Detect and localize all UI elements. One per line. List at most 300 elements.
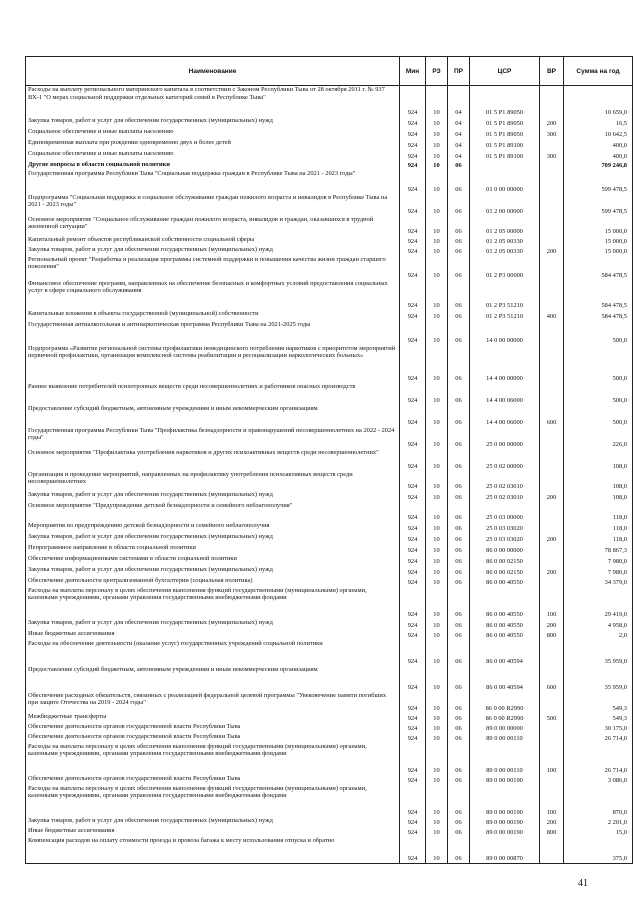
row-csr: 89 0 00 00190	[470, 775, 540, 785]
row-pr: 06	[448, 533, 470, 544]
col-header-vr: ВР	[540, 57, 564, 86]
table-row	[26, 713, 633, 723]
row-csr: 89 0 00 00190	[470, 817, 540, 827]
row-name: Обеспечение деятельности централизованной бухгалтерии (социальная политика)	[26, 577, 400, 587]
row-csr	[470, 161, 540, 170]
row-csr: 86 0 00 40550	[470, 630, 540, 640]
row-csr: 25 0 02 03010	[470, 471, 540, 491]
row-csr: 25 0 02 03010	[470, 491, 540, 502]
col-header-name: Наименование	[26, 57, 400, 86]
row-rz: 10	[426, 817, 448, 827]
table-row	[26, 216, 633, 236]
row-rz: 10	[426, 555, 448, 566]
row-vr	[540, 280, 564, 310]
row-csr: 89 0 00 00190	[470, 785, 540, 817]
row-name: Основное мероприятие "Предупреждение детской безнадзорности и семейного неблагополучия"	[26, 502, 400, 522]
row-csr: 86 0 00 R2990	[470, 713, 540, 723]
row-pr: 06	[448, 619, 470, 630]
table-row	[26, 533, 633, 544]
row-vr: 200	[540, 117, 564, 128]
row-csr: 89 0 00 00000	[470, 723, 540, 733]
row-sum: 549,3	[564, 713, 633, 723]
row-sum: 500,0	[564, 405, 633, 427]
row-rz: 10	[426, 246, 448, 256]
row-rz: 10	[426, 86, 448, 117]
row-min: 924	[400, 194, 426, 216]
row-min: 924	[400, 837, 426, 864]
row-vr: 500	[540, 713, 564, 723]
row-pr: 04	[448, 117, 470, 128]
row-csr: 14 4 00 00000	[470, 345, 540, 383]
row-vr: 200	[540, 533, 564, 544]
col-header-sum: Сумма на год	[564, 57, 633, 86]
row-csr: 01 2 05 00000	[470, 216, 540, 236]
row-min: 924	[400, 471, 426, 491]
row-rz: 10	[426, 128, 448, 139]
row-sum: 226,0	[564, 427, 633, 449]
row-rz: 10	[426, 194, 448, 216]
page-number: 41	[578, 878, 588, 889]
row-csr: 01 2 00 00000	[470, 194, 540, 216]
row-min: 924	[400, 139, 426, 150]
row-vr: 600	[540, 405, 564, 427]
row-pr: 06	[448, 405, 470, 427]
row-csr: 86 0 00 40594	[470, 666, 540, 692]
row-csr: 01 2 05 00330	[470, 246, 540, 256]
row-csr: 01 2 05 00330	[470, 236, 540, 246]
table-row	[26, 640, 633, 666]
table-row	[26, 491, 633, 502]
table-row	[26, 246, 633, 256]
row-csr: 86 0 00 40550	[470, 619, 540, 630]
row-name: Расходы на выплату регионального материнского капитала в соответствии с Законом Республики Тыва от 28 октября 2011 г. № 937 ВХ-1 "О мерах социальной поддержки отдельных категорий семей в Республике Тыва"	[26, 86, 400, 117]
row-min: 924	[400, 566, 426, 577]
row-vr	[540, 555, 564, 566]
row-csr: 01 5 P1 89100	[470, 139, 540, 150]
row-pr: 06	[448, 827, 470, 837]
row-name: Единовременная выплата при рождении одновременно двух и более детей	[26, 139, 400, 150]
row-rz: 10	[426, 280, 448, 310]
row-vr	[540, 544, 564, 555]
table-row	[26, 139, 633, 150]
row-pr: 06	[448, 743, 470, 775]
table-body	[26, 86, 633, 864]
row-rz: 10	[426, 775, 448, 785]
row-vr: 200	[540, 619, 564, 630]
row-name: Иные бюджетные ассигнования	[26, 827, 400, 837]
row-csr: 01 5 P1 89050	[470, 128, 540, 139]
row-min: 924	[400, 256, 426, 280]
row-pr: 06	[448, 577, 470, 587]
row-pr: 06	[448, 236, 470, 246]
row-vr: 600	[540, 666, 564, 692]
row-name: Основное мероприятие "Социальное обслуживание граждан пожилого возраста, инвалидов и граждан, оказавшихся в трудной жизненной ситуации"	[26, 216, 400, 236]
row-name: Основное мероприятие "Профилактика употребления наркотиков и других психоактивных веществ среди несовершеннолетних"	[26, 449, 400, 471]
row-pr: 06	[448, 449, 470, 471]
table-row	[26, 827, 633, 837]
row-name: Закупка товаров, работ и услуг для обеспечения государственных (муниципальных) нужд	[26, 246, 400, 256]
row-pr: 06	[448, 837, 470, 864]
row-rz: 10	[426, 544, 448, 555]
row-pr: 06	[448, 161, 470, 170]
row-pr: 06	[448, 522, 470, 533]
row-name: Мероприятия по предупреждению детской безнадзорности и семейного неблагополучия	[26, 522, 400, 533]
row-pr: 04	[448, 86, 470, 117]
row-min: 924	[400, 555, 426, 566]
row-pr: 06	[448, 170, 470, 194]
row-sum: 3 086,0	[564, 775, 633, 785]
row-name: Закупка товаров, работ и услуг для обеспечения государственных (муниципальных) нужд	[26, 117, 400, 128]
row-pr: 06	[448, 491, 470, 502]
row-name: Другие вопросы в области социальной политики	[26, 161, 400, 170]
row-csr: 86 0 00 40550	[470, 587, 540, 619]
table-row	[26, 194, 633, 216]
row-sum: 584 478,5	[564, 256, 633, 280]
row-vr: 100	[540, 785, 564, 817]
row-name: Компенсация расходов на оплату стоимости проезда и провоза багажа к месту использования отпуска и обратно	[26, 837, 400, 864]
table-row	[26, 449, 633, 471]
table-row	[26, 117, 633, 128]
table-row	[26, 310, 633, 321]
row-sum: 26 714,0	[564, 733, 633, 743]
row-min: 924	[400, 449, 426, 471]
row-name: Предоставление субсидий бюджетным, автономным учреждениям и иным некоммерческим организациям	[26, 405, 400, 427]
row-min: 924	[400, 640, 426, 666]
row-name: Государственная антиалкогольная и антинаркотическая программа Республики Тыва на 2021-2025 годы	[26, 321, 400, 345]
row-pr: 06	[448, 502, 470, 522]
row-rz: 10	[426, 837, 448, 864]
row-sum: 35 959,0	[564, 640, 633, 666]
row-sum: 7 980,0	[564, 566, 633, 577]
row-rz: 10	[426, 522, 448, 533]
col-header-rz: РЗ	[426, 57, 448, 86]
row-name: Непрограммное направление в области социальной политики	[26, 544, 400, 555]
row-name: Расходы на выплаты персоналу в целях обеспечения выполнения функций государственными (муниципальными) органами, казенными учреждениями, органами управления государственными внебюджетными фондами	[26, 587, 400, 619]
row-rz: 10	[426, 310, 448, 321]
row-pr: 06	[448, 733, 470, 743]
row-rz: 10	[426, 383, 448, 405]
row-rz: 10	[426, 345, 448, 383]
row-sum: 584 478,5	[564, 310, 633, 321]
row-vr	[540, 522, 564, 533]
row-name: Закупка товаров, работ и услуг для обеспечения государственных (муниципальных) нужд	[26, 566, 400, 577]
row-sum: 108,0	[564, 449, 633, 471]
row-min: 924	[400, 743, 426, 775]
row-sum: 2 201,0	[564, 817, 633, 827]
table-row	[26, 522, 633, 533]
row-min: 924	[400, 544, 426, 555]
row-sum: 118,0	[564, 533, 633, 544]
col-header-pr: ПР	[448, 57, 470, 86]
row-min: 924	[400, 216, 426, 236]
row-vr: 300	[540, 128, 564, 139]
row-rz: 10	[426, 619, 448, 630]
row-pr: 06	[448, 280, 470, 310]
row-pr: 06	[448, 817, 470, 827]
row-rz: 10	[426, 785, 448, 817]
row-sum: 16,5	[564, 117, 633, 128]
row-sum: 500,0	[564, 383, 633, 405]
row-min: 924	[400, 427, 426, 449]
row-rz: 10	[426, 161, 448, 170]
row-sum: 375,0	[564, 837, 633, 864]
row-rz: 10	[426, 449, 448, 471]
row-min: 924	[400, 587, 426, 619]
row-min: 924	[400, 723, 426, 733]
row-rz: 10	[426, 471, 448, 491]
row-name: Социальное обеспечение и иные выплаты населению	[26, 128, 400, 139]
row-vr	[540, 775, 564, 785]
row-csr: 01 2 P3 00000	[470, 256, 540, 280]
row-rz: 10	[426, 827, 448, 837]
row-sum: 870,0	[564, 785, 633, 817]
row-min: 924	[400, 619, 426, 630]
row-vr	[540, 139, 564, 150]
table-row	[26, 785, 633, 817]
row-vr	[540, 256, 564, 280]
row-vr	[540, 577, 564, 587]
row-name: Подпрограмма «Развитие региональной системы профилактики немедицинского потребления наркотиков с приоритетом мероприятий первичной профилактики, организация комплексной системы реабилитации и ресоциализации наркологических больных»	[26, 345, 400, 383]
row-rz: 10	[426, 491, 448, 502]
row-min: 924	[400, 236, 426, 246]
row-vr	[540, 837, 564, 864]
row-vr: 800	[540, 827, 564, 837]
col-header-min: Мин	[400, 57, 426, 86]
row-pr: 04	[448, 150, 470, 161]
row-min: 924	[400, 310, 426, 321]
row-name: Раннее выявление потребителей психотропных веществ среди несовершеннолетних и работников опасных производств	[26, 383, 400, 405]
table-row	[26, 619, 633, 630]
row-pr: 06	[448, 666, 470, 692]
row-rz: 10	[426, 630, 448, 640]
row-min: 924	[400, 117, 426, 128]
row-csr: 01 2 P3 51210	[470, 310, 540, 321]
row-name: Обеспечение расходных обязательств, связанных с реализацией федеральной целевой программы "Увековечение памяти погибших при защите Отечества на 2019 - 2024 годы"	[26, 692, 400, 713]
row-pr: 06	[448, 256, 470, 280]
row-vr: 100	[540, 587, 564, 619]
row-pr: 06	[448, 587, 470, 619]
row-vr	[540, 194, 564, 216]
row-min: 924	[400, 86, 426, 117]
row-min: 924	[400, 692, 426, 713]
row-csr: 25 0 03 03020	[470, 522, 540, 533]
row-vr	[540, 471, 564, 491]
row-name: Обеспечение деятельности органов государственной власти Республики Тыва	[26, 723, 400, 733]
table-row	[26, 280, 633, 310]
row-rz: 10	[426, 587, 448, 619]
row-pr: 06	[448, 630, 470, 640]
row-rz: 10	[426, 139, 448, 150]
row-pr: 06	[448, 555, 470, 566]
row-name: Государственная программа Республики Тыва "Профилактика безнадзорности и правонарушений несовершеннолетних на 2022 - 2024 годы"	[26, 427, 400, 449]
table-row	[26, 775, 633, 785]
row-rz: 10	[426, 723, 448, 733]
table-row	[26, 128, 633, 139]
row-vr	[540, 86, 564, 117]
row-name: Социальное обеспечение и иные выплаты населению	[26, 150, 400, 161]
row-pr: 06	[448, 321, 470, 345]
row-vr	[540, 383, 564, 405]
row-name: Обеспечение информационными системами в области социальной политики	[26, 555, 400, 566]
row-pr: 06	[448, 194, 470, 216]
row-rz: 10	[426, 743, 448, 775]
row-rz: 10	[426, 502, 448, 522]
row-pr: 06	[448, 566, 470, 577]
row-vr	[540, 640, 564, 666]
row-pr: 06	[448, 471, 470, 491]
row-name: Капитальный ремонт объектов республиканской собственности социальной сферы	[26, 236, 400, 246]
row-pr: 06	[448, 345, 470, 383]
row-min: 924	[400, 785, 426, 817]
row-min: 924	[400, 630, 426, 640]
row-rz: 10	[426, 170, 448, 194]
table-row	[26, 405, 633, 427]
budget-table	[25, 56, 633, 864]
row-name: Закупка товаров, работ и услуг для обеспечения государственных (муниципальных) нужд	[26, 491, 400, 502]
row-pr: 06	[448, 640, 470, 666]
row-min: 924	[400, 170, 426, 194]
row-min: 924	[400, 491, 426, 502]
row-sum: 400,0	[564, 150, 633, 161]
row-sum: 78 867,3	[564, 544, 633, 555]
row-name: Иные бюджетные ассигнования	[26, 630, 400, 640]
row-name: Закупка товаров, работ и услуг для обеспечения государственных (муниципальных) нужд	[26, 619, 400, 630]
row-min: 924	[400, 280, 426, 310]
row-pr: 06	[448, 216, 470, 236]
row-csr: 89 0 00 00190	[470, 827, 540, 837]
row-pr: 06	[448, 723, 470, 733]
row-csr: 14 4 00 06000	[470, 383, 540, 405]
row-csr: 14 4 00 06000	[470, 405, 540, 427]
row-sum: 7 980,0	[564, 555, 633, 566]
row-csr: 01 0 00 00000	[470, 170, 540, 194]
row-sum: 584 478,5	[564, 280, 633, 310]
row-csr: 86 0 00 00000	[470, 544, 540, 555]
row-rz: 10	[426, 256, 448, 280]
row-sum: 29 419,0	[564, 587, 633, 619]
row-min: 924	[400, 502, 426, 522]
row-rz: 10	[426, 577, 448, 587]
row-min: 924	[400, 321, 426, 345]
row-rz: 10	[426, 640, 448, 666]
table-row	[26, 723, 633, 733]
row-name: Расходы на выплаты персоналу в целях обеспечения выполнения функций государственными (муниципальными) органами, казенными учреждениями, органами управления государственными внебюджетными фондами	[26, 785, 400, 817]
row-rz: 10	[426, 427, 448, 449]
row-min: 924	[400, 522, 426, 533]
row-min: 924	[400, 733, 426, 743]
row-min: 924	[400, 533, 426, 544]
row-sum: 599 478,5	[564, 194, 633, 216]
table-row	[26, 692, 633, 713]
row-csr: 01 2 P3 51210	[470, 280, 540, 310]
row-pr: 06	[448, 775, 470, 785]
row-vr: 300	[540, 150, 564, 161]
row-pr: 06	[448, 692, 470, 713]
row-rz: 10	[426, 321, 448, 345]
row-min: 924	[400, 577, 426, 587]
row-sum: 15 000,0	[564, 236, 633, 246]
row-rz: 10	[426, 150, 448, 161]
budget-document	[25, 56, 632, 864]
row-csr: 86 0 00 40550	[470, 577, 540, 587]
row-pr: 06	[448, 713, 470, 723]
row-pr: 06	[448, 246, 470, 256]
table-row	[26, 502, 633, 522]
row-sum: 26 714,0	[564, 743, 633, 775]
row-vr	[540, 427, 564, 449]
row-csr: 86 0 00 40594	[470, 640, 540, 666]
table-row	[26, 161, 633, 170]
row-pr: 06	[448, 383, 470, 405]
row-sum: 34 379,0	[564, 577, 633, 587]
row-csr: 89 0 00 00110	[470, 743, 540, 775]
row-rz: 10	[426, 733, 448, 743]
row-vr	[540, 170, 564, 194]
row-rz: 10	[426, 216, 448, 236]
row-min: 924	[400, 383, 426, 405]
row-sum: 15 000,0	[564, 216, 633, 236]
row-sum: 549,3	[564, 692, 633, 713]
row-min: 924	[400, 827, 426, 837]
row-csr: 25 0 02 00000	[470, 449, 540, 471]
row-vr	[540, 321, 564, 345]
table-header-row	[26, 57, 633, 86]
table-row	[26, 743, 633, 775]
row-sum: 709 246,8	[564, 161, 633, 170]
row-name: Подпрограмма "Социальная поддержка и социальное обслуживание граждан пожилого возраста и инвалидов в Республике Тыва на 2021 - 2023 годы"	[26, 194, 400, 216]
row-name: Обеспечение деятельности органов государственной власти Республики Тыва	[26, 775, 400, 785]
row-pr: 06	[448, 427, 470, 449]
row-sum: 30 175,0	[564, 723, 633, 733]
table-row	[26, 150, 633, 161]
table-row	[26, 837, 633, 864]
table-row	[26, 733, 633, 743]
row-sum: 500,0	[564, 321, 633, 345]
row-rz: 10	[426, 236, 448, 246]
row-sum: 35 959,0	[564, 666, 633, 692]
row-vr	[540, 216, 564, 236]
row-vr: 200	[540, 491, 564, 502]
table-row	[26, 817, 633, 827]
row-pr: 04	[448, 128, 470, 139]
row-vr: 200	[540, 566, 564, 577]
row-csr: 01 5 P1 89050	[470, 117, 540, 128]
table-row	[26, 555, 633, 566]
row-rz: 10	[426, 713, 448, 723]
row-name: Расходы на выплаты персоналу в целях обеспечения выполнения функций государственными (муниципальными) органами, казенными учреждениями, органами управления государственными внебюджетными фондами	[26, 743, 400, 775]
row-vr	[540, 502, 564, 522]
table-row	[26, 471, 633, 491]
row-sum: 599 478,5	[564, 170, 633, 194]
row-name: Межбюджетные трансферты	[26, 713, 400, 723]
row-name: Закупка товаров, работ и услуг для обеспечения государственных (муниципальных) нужд	[26, 533, 400, 544]
table-row	[26, 577, 633, 587]
row-vr	[540, 345, 564, 383]
row-csr: 86 0 00 02150	[470, 555, 540, 566]
row-name: Финансовое обеспечение программ, направленных на обеспечение безопасных и комфортных условий предоставления социальных услуг в сфере социального обслуживания	[26, 280, 400, 310]
row-min: 924	[400, 713, 426, 723]
row-vr: 200	[540, 246, 564, 256]
row-rz: 10	[426, 666, 448, 692]
row-pr: 06	[448, 544, 470, 555]
row-csr: 86 0 00 02150	[470, 566, 540, 577]
table-row	[26, 86, 633, 117]
row-name: Организация и проведение мероприятий, направленных на профилактику употребления психоактивных веществ среди несовершеннолетних	[26, 471, 400, 491]
row-vr: 400	[540, 310, 564, 321]
table-row	[26, 383, 633, 405]
row-rz: 10	[426, 566, 448, 577]
row-vr	[540, 733, 564, 743]
